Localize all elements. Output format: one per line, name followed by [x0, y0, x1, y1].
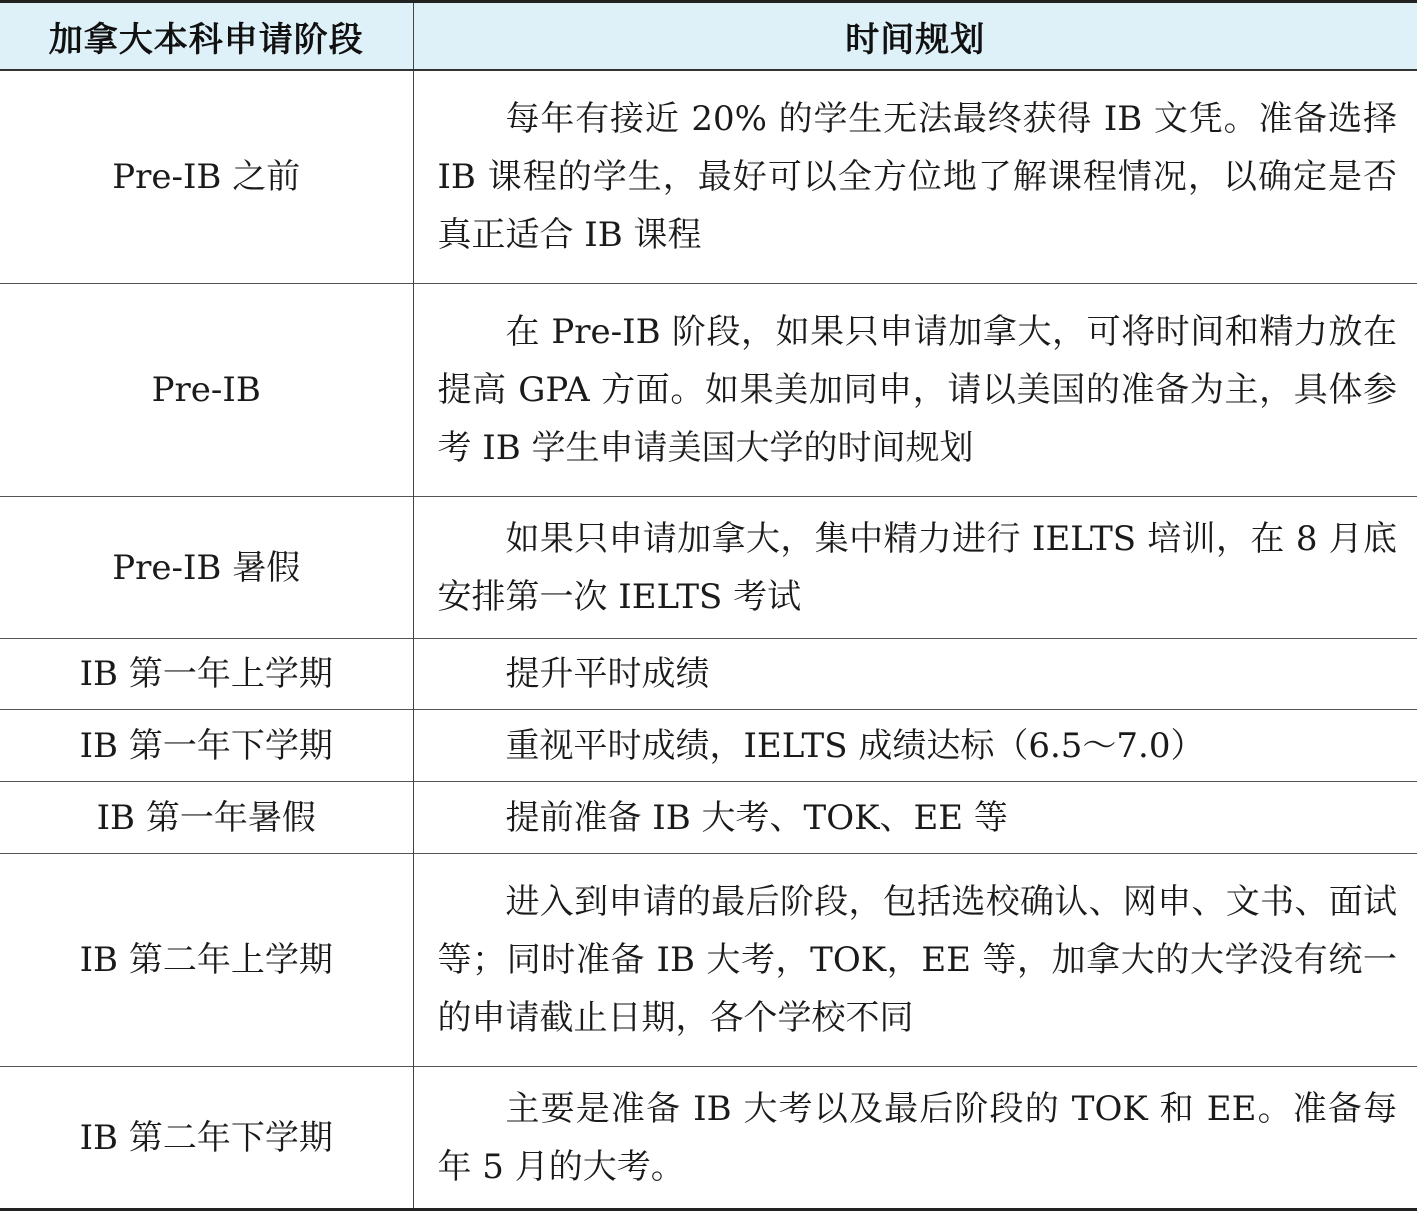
- plan-cell: [413, 854, 1417, 1067]
- table-row: [0, 1067, 1417, 1210]
- table-row: [0, 70, 1417, 284]
- stage-cell: Pre-IB 暑假: [0, 497, 413, 639]
- plan-cell: [413, 497, 1417, 639]
- stage-cell: IB 第二年下学期: [0, 1067, 413, 1210]
- table-row: [0, 782, 1417, 854]
- plan-text: 如果只申请加拿大，集中精力进行 IELTS 培训，在 8 月底安排第一次 IELTS 考试: [437, 518, 1397, 617]
- header-stage: 加拿大本科申请阶段: [0, 2, 413, 71]
- stage-cell: Pre-IB 之前: [0, 70, 413, 284]
- plan-text: 主要是准备 IB 大考以及最后阶段的 TOK 和 EE。准备每年 5 月的大考。: [437, 1088, 1397, 1187]
- stage-cell: IB 第一年上学期: [0, 639, 413, 710]
- plan-cell: [413, 70, 1417, 284]
- plan-text: 在 Pre-IB 阶段，如果只申请加拿大，可将时间和精力放在提高 GPA 方面。如果美加同申，请以美国的准备为主，具体参考 IB 学生申请美国大学的时间规划: [437, 312, 1397, 468]
- plan-text: 提前准备 IB 大考、TOK、EE 等: [505, 797, 1008, 838]
- plan-cell: [413, 782, 1417, 854]
- plan-cell: [413, 1067, 1417, 1210]
- stage-cell: IB 第一年下学期: [0, 710, 413, 782]
- stage-cell: IB 第二年上学期: [0, 854, 413, 1067]
- plan-cell: [413, 284, 1417, 497]
- plan-cell: [413, 710, 1417, 782]
- table-row: [0, 639, 1417, 710]
- plan-text: 进入到申请的最后阶段，包括选校确认、网申、文书、面试等；同时准备 IB 大考，TOK，EE 等，加拿大的大学没有统一的申请截止日期，各个学校不同: [437, 882, 1397, 1038]
- plan-text: 提升平时成绩: [505, 654, 710, 694]
- table-row: [0, 284, 1417, 497]
- stage-cell: IB 第一年暑假: [0, 782, 413, 854]
- plan-cell: [413, 639, 1417, 710]
- table-row: [0, 497, 1417, 639]
- table-row: [0, 854, 1417, 1067]
- header-plan: 时间规划: [413, 2, 1417, 71]
- plan-text: 重视平时成绩，IELTS 成绩达标（6.5～7.0）: [505, 725, 1205, 766]
- header-row: [0, 2, 1417, 71]
- stage-cell: Pre-IB: [0, 284, 413, 497]
- plan-text: 每年有接近 20% 的学生无法最终获得 IB 文凭。准备选择 IB 课程的学生，最好可以全方位地了解课程情况，以确定是否真正适合 IB 课程: [437, 99, 1397, 255]
- table-row: [0, 710, 1417, 782]
